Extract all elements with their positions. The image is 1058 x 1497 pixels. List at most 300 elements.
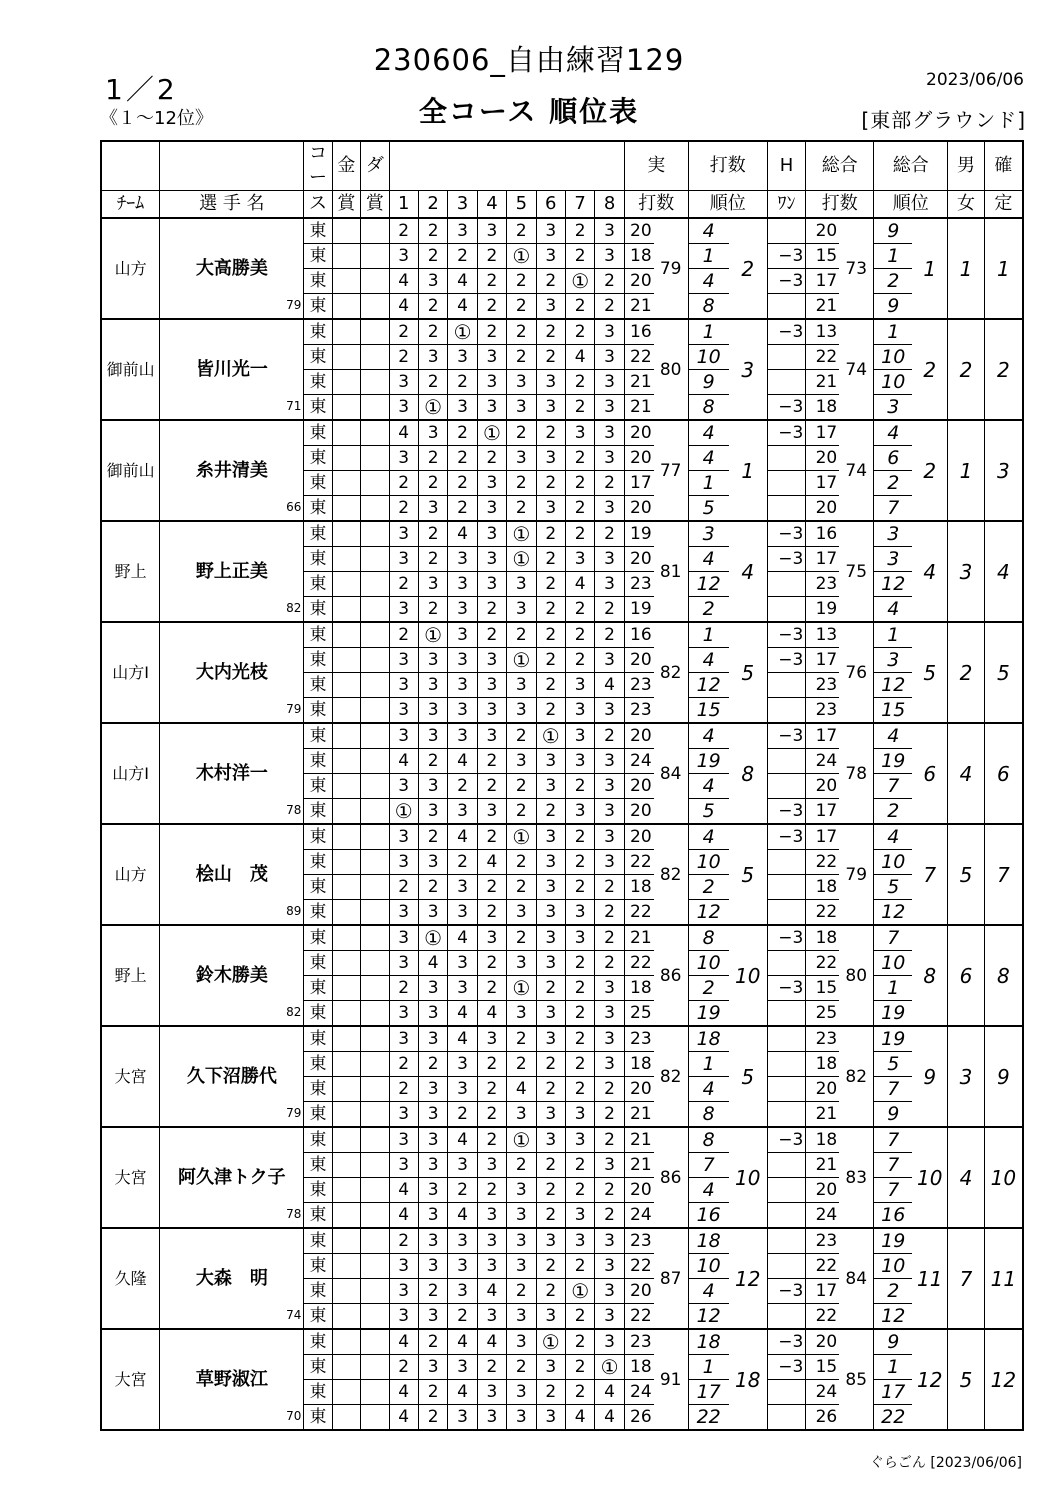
round-rank: 10 [688, 345, 729, 370]
kinsho-cell [332, 622, 360, 648]
kinsho-cell [332, 799, 360, 825]
player-name-text: 阿久津トク子 [178, 1166, 286, 1188]
real-strokes: 84 [654, 723, 688, 824]
round-total-rank: 10 [874, 951, 913, 976]
hole-score: 3 [389, 774, 418, 799]
kinsho-cell [332, 1077, 360, 1102]
venue: [東部グラウンド] [861, 108, 1026, 132]
hole-score: ① [507, 648, 536, 673]
real-strokes: 91 [654, 1329, 688, 1430]
team-name: 大宮 [101, 1026, 160, 1127]
course-cell: 東 [304, 1026, 332, 1052]
round-rank: 18 [688, 1329, 729, 1355]
stroke-rank: 8 [729, 723, 768, 824]
hole-score: 3 [477, 1228, 506, 1254]
hole-score: 2 [389, 345, 418, 370]
dasho-cell [361, 749, 389, 774]
hole-score: 4 [448, 824, 477, 850]
player-name-text: 野上正美 [195, 560, 268, 582]
round-rank: 19 [688, 749, 729, 774]
hole-score: 3 [389, 698, 418, 724]
dasho-cell [361, 1001, 389, 1027]
hole-score: 2 [418, 370, 447, 395]
round-rank: 4 [688, 1077, 729, 1102]
dasho-cell [361, 345, 389, 370]
final-rank: 12 [984, 1329, 1023, 1430]
round-total-rank: 12 [874, 572, 913, 597]
hole-in-one-bonus: −3 [767, 521, 806, 547]
hole-score: 3 [448, 723, 477, 749]
hole-score: 2 [448, 774, 477, 799]
course-cell: 東 [304, 1304, 332, 1330]
kinsho-cell [332, 446, 360, 471]
hole-in-one-bonus: −3 [767, 648, 806, 673]
col-hwan: ﾜﾝ [767, 191, 806, 219]
round-total-rank: 17 [874, 1380, 913, 1405]
hole-score: 4 [448, 749, 477, 774]
round-strokes: 21 [624, 294, 653, 320]
hole-score: 3 [477, 1405, 506, 1431]
round-strokes: 21 [624, 395, 653, 421]
round-strokes: 22 [624, 1304, 653, 1330]
hole-score: 2 [448, 471, 477, 496]
real-strokes: 80 [654, 319, 688, 420]
round-strokes: 23 [624, 1329, 653, 1355]
round-rank: 4 [688, 648, 729, 673]
round-total: 20 [806, 446, 839, 471]
hole-score: 3 [477, 547, 506, 572]
hole-score: 2 [448, 370, 477, 395]
table-row [101, 1228, 1023, 1254]
round-strokes: 21 [624, 370, 653, 395]
dasho-cell [361, 1228, 389, 1254]
hole-score: 4 [477, 1329, 506, 1355]
col-course-top: コー [304, 141, 332, 191]
round-strokes: 21 [624, 1102, 653, 1128]
hole-score: 2 [536, 345, 565, 370]
dasho-cell [361, 572, 389, 597]
hole-in-one-bonus [767, 1254, 806, 1279]
hole-score: 3 [418, 1077, 447, 1102]
hole-score: 2 [595, 521, 624, 547]
hole-in-one-bonus [767, 698, 806, 724]
round-strokes: 20 [624, 1077, 653, 1102]
hole-score: 2 [565, 824, 594, 850]
hole-score: 4 [389, 1405, 418, 1431]
kinsho-cell [332, 1279, 360, 1304]
round-rank: 5 [688, 799, 729, 825]
hole-score: 3 [507, 1178, 536, 1203]
kinsho-cell [332, 698, 360, 724]
hole-score: 3 [477, 370, 506, 395]
col-hole: 4 [477, 191, 506, 219]
round-total-rank: 19 [874, 749, 913, 774]
stroke-rank: 10 [729, 925, 768, 1026]
hole-score: 2 [565, 1178, 594, 1203]
hole-score: 2 [389, 1228, 418, 1254]
kinsho-cell [332, 749, 360, 774]
round-strokes: 20 [624, 446, 653, 471]
total-strokes: 74 [839, 319, 873, 420]
hole-score: ① [389, 799, 418, 825]
hole-score: 2 [448, 496, 477, 522]
hole-score: 2 [448, 1102, 477, 1128]
round-total-rank: 7 [874, 1127, 913, 1153]
hole-score: 2 [507, 345, 536, 370]
final-rank: 10 [984, 1127, 1023, 1228]
hole-in-one-bonus: −3 [767, 925, 806, 951]
round-rank: 12 [688, 1304, 729, 1330]
dasho-cell [361, 824, 389, 850]
hole-in-one-bonus [767, 471, 806, 496]
hole-score: 3 [477, 799, 506, 825]
hole-score: 3 [477, 723, 506, 749]
dasho-cell [361, 648, 389, 673]
round-total: 13 [806, 622, 839, 648]
player-name [160, 420, 304, 521]
round-rank: 4 [688, 824, 729, 850]
round-strokes: 20 [624, 799, 653, 825]
hole-score: 3 [448, 1405, 477, 1431]
round-total-rank: 1 [874, 244, 913, 269]
hole-score: 3 [565, 673, 594, 698]
round-total-rank: 3 [874, 395, 913, 421]
team-name: 山方Ⅰ [101, 723, 160, 824]
hole-score: 4 [448, 269, 477, 294]
course-cell: 東 [304, 597, 332, 623]
player-name [160, 319, 304, 420]
round-total-rank: 7 [874, 774, 913, 799]
round-total: 17 [806, 723, 839, 749]
round-total-rank: 12 [874, 900, 913, 926]
course-cell: 東 [304, 521, 332, 547]
round-strokes: 18 [624, 976, 653, 1001]
player-age: 79 [286, 702, 302, 716]
round-strokes: 23 [624, 572, 653, 597]
hole-score: 2 [595, 471, 624, 496]
course-cell: 東 [304, 420, 332, 446]
hole-score: 3 [536, 244, 565, 269]
course-cell: 東 [304, 471, 332, 496]
real-strokes: 82 [654, 824, 688, 925]
page-subtitle: 全コース 順位表 [418, 95, 640, 128]
hole-score: 4 [595, 1405, 624, 1431]
hole-score: 3 [595, 496, 624, 522]
course-cell: 東 [304, 446, 332, 471]
hole-score: 2 [507, 471, 536, 496]
round-total-rank: 7 [874, 496, 913, 522]
hole-score: 3 [477, 1153, 506, 1178]
round-rank: 5 [688, 496, 729, 522]
hole-score: 2 [595, 269, 624, 294]
kinsho-cell [332, 976, 360, 1001]
player-age: 82 [286, 1005, 302, 1019]
total-strokes: 83 [839, 1127, 873, 1228]
hole-score: 3 [536, 370, 565, 395]
hole-score: 3 [507, 1254, 536, 1279]
real-strokes: 86 [654, 1127, 688, 1228]
round-rank: 1 [688, 1355, 729, 1380]
dasho-cell [361, 951, 389, 976]
stroke-rank: 2 [729, 218, 768, 319]
hole-score: 2 [477, 1077, 506, 1102]
hole-in-one-bonus [767, 673, 806, 698]
player-age: 74 [286, 1308, 302, 1322]
hole-score: 3 [389, 1001, 418, 1027]
dasho-cell [361, 1203, 389, 1229]
hole-score: 3 [418, 1153, 447, 1178]
round-strokes: 18 [624, 244, 653, 269]
kinsho-cell [332, 496, 360, 522]
report-date: 2023/06/06 [926, 70, 1024, 90]
dasho-cell [361, 269, 389, 294]
player-age: 66 [286, 500, 302, 514]
hole-score: 3 [389, 1026, 418, 1052]
hole-score: 2 [389, 496, 418, 522]
hole-score: 3 [565, 1127, 594, 1153]
hole-in-one-bonus [767, 1026, 806, 1052]
player-name-text: 大高勝美 [195, 257, 268, 279]
round-total: 17 [806, 269, 839, 294]
hole-score: 3 [536, 446, 565, 471]
round-strokes: 21 [624, 1153, 653, 1178]
hole-score: 3 [418, 1127, 447, 1153]
hole-score: 2 [448, 1304, 477, 1330]
hole-score: 3 [418, 850, 447, 875]
hole-score: 2 [389, 976, 418, 1001]
hole-in-one-bonus [767, 749, 806, 774]
round-strokes: 24 [624, 1203, 653, 1229]
kinsho-cell [332, 774, 360, 799]
hole-score: 3 [595, 1254, 624, 1279]
dasho-cell [361, 319, 389, 345]
hole-score: 2 [448, 1178, 477, 1203]
hole-score: 3 [507, 749, 536, 774]
hole-score: 2 [477, 294, 506, 320]
round-rank: 4 [688, 446, 729, 471]
hole-score: 2 [507, 1052, 536, 1077]
player-name [160, 1228, 304, 1329]
hole-in-one-bonus: −3 [767, 244, 806, 269]
hole-score: 3 [595, 395, 624, 421]
round-rank: 16 [688, 1203, 729, 1229]
player-age: 70 [286, 1409, 302, 1423]
hole-score: 3 [389, 673, 418, 698]
dasho-cell [361, 799, 389, 825]
kinsho-cell [332, 951, 360, 976]
hole-score: 2 [418, 319, 447, 345]
kinsho-cell [332, 1052, 360, 1077]
hole-score: 3 [565, 698, 594, 724]
total-rank: 10 [912, 1127, 948, 1228]
round-total-rank: 2 [874, 1279, 913, 1304]
hole-score: 2 [418, 218, 447, 244]
total-rank: 2 [912, 319, 948, 420]
hole-score: 3 [595, 698, 624, 724]
course-cell: 東 [304, 850, 332, 875]
hole-in-one-bonus: −3 [767, 420, 806, 446]
col-hole: 2 [418, 191, 447, 219]
col-strokerank-top: 打数 [688, 141, 767, 191]
round-total: 20 [806, 1077, 839, 1102]
hole-score: 4 [389, 420, 418, 446]
hole-score: 2 [448, 850, 477, 875]
kinsho-cell [332, 1254, 360, 1279]
hole-score: 3 [565, 1102, 594, 1128]
round-strokes: 20 [624, 824, 653, 850]
hole-score: 3 [389, 370, 418, 395]
hole-score: 2 [389, 1052, 418, 1077]
kinsho-cell [332, 673, 360, 698]
dasho-cell [361, 218, 389, 244]
hole-score: 3 [507, 1380, 536, 1405]
hole-score: 3 [595, 319, 624, 345]
hole-score: 2 [565, 244, 594, 269]
dasho-cell [361, 976, 389, 1001]
final-rank: 1 [984, 218, 1023, 319]
hole-score: 2 [536, 1380, 565, 1405]
hole-score: 3 [565, 749, 594, 774]
hole-score: 2 [477, 1052, 506, 1077]
col-gender: 女 [948, 191, 985, 219]
hole-score: 3 [595, 1153, 624, 1178]
dasho-cell [361, 1254, 389, 1279]
round-total-rank: 3 [874, 648, 913, 673]
hole-score: 2 [565, 875, 594, 900]
dasho-cell [361, 1329, 389, 1355]
round-total: 16 [806, 521, 839, 547]
hole-score: 2 [565, 1304, 594, 1330]
hole-score: 4 [389, 294, 418, 320]
hole-score: 3 [507, 1405, 536, 1431]
gender-rank: 4 [948, 1127, 985, 1228]
course-cell: 東 [304, 774, 332, 799]
player-name [160, 1026, 304, 1127]
hole-score: 3 [507, 1329, 536, 1355]
total-rank: 12 [912, 1329, 948, 1430]
col-hole: 7 [565, 191, 594, 219]
hole-score: 3 [477, 648, 506, 673]
round-total: 18 [806, 925, 839, 951]
player-name-text: 草野淑江 [195, 1368, 268, 1390]
hole-score: 2 [507, 799, 536, 825]
hole-score: 2 [595, 723, 624, 749]
hole-score: 3 [595, 345, 624, 370]
kinsho-cell [332, 218, 360, 244]
hole-score: 3 [448, 900, 477, 926]
round-total-rank: 9 [874, 218, 913, 244]
hole-score: 3 [448, 345, 477, 370]
hole-score: 2 [536, 1077, 565, 1102]
dasho-cell [361, 1026, 389, 1052]
kinsho-cell [332, 850, 360, 875]
dasho-cell [361, 420, 389, 446]
col-holes-top [389, 141, 624, 191]
course-cell: 東 [304, 1178, 332, 1203]
round-strokes: 25 [624, 1001, 653, 1027]
hole-score: 2 [536, 1279, 565, 1304]
dasho-cell [361, 1178, 389, 1203]
player-name-text: 大森 明 [195, 1267, 268, 1289]
hole-score: 3 [418, 1203, 447, 1229]
real-strokes: 82 [654, 1026, 688, 1127]
hole-in-one-bonus: −3 [767, 824, 806, 850]
round-total: 23 [806, 1026, 839, 1052]
dasho-cell [361, 900, 389, 926]
real-strokes: 79 [654, 218, 688, 319]
hole-score: 2 [536, 420, 565, 446]
col-player-top [160, 141, 304, 191]
hole-score: 3 [595, 774, 624, 799]
real-strokes: 82 [654, 622, 688, 723]
round-total-rank: 1 [874, 622, 913, 648]
round-strokes: 21 [624, 925, 653, 951]
hole-score: 2 [507, 723, 536, 749]
hole-score: 3 [477, 345, 506, 370]
hole-score: ① [477, 420, 506, 446]
hole-score: 4 [389, 1178, 418, 1203]
hole-score: 4 [477, 1279, 506, 1304]
kinsho-cell [332, 900, 360, 926]
hole-score: 3 [536, 1127, 565, 1153]
hole-score: 3 [595, 749, 624, 774]
hole-score: 3 [418, 420, 447, 446]
player-name [160, 723, 304, 824]
dasho-cell [361, 370, 389, 395]
round-rank: 1 [688, 1052, 729, 1077]
round-total-rank: 7 [874, 1077, 913, 1102]
round-rank: 4 [688, 723, 729, 749]
hole-score: 4 [448, 925, 477, 951]
hole-score: 3 [507, 370, 536, 395]
round-rank: 2 [688, 875, 729, 900]
course-cell: 東 [304, 673, 332, 698]
total-strokes: 78 [839, 723, 873, 824]
round-strokes: 18 [624, 1355, 653, 1380]
round-rank: 8 [688, 294, 729, 320]
hole-score: 2 [595, 925, 624, 951]
course-cell: 東 [304, 1355, 332, 1380]
hole-score: 2 [389, 622, 418, 648]
real-strokes: 77 [654, 420, 688, 521]
hole-in-one-bonus [767, 774, 806, 799]
hole-score: 3 [595, 1228, 624, 1254]
hole-score: 2 [565, 395, 594, 421]
player-age: 78 [286, 1207, 302, 1221]
hole-score: 2 [477, 900, 506, 926]
player-name [160, 1329, 304, 1430]
hole-score: 2 [595, 875, 624, 900]
col-hole: 8 [595, 191, 624, 219]
hole-in-one-bonus [767, 875, 806, 900]
dasho-cell [361, 1355, 389, 1380]
hole-score: 3 [536, 218, 565, 244]
round-strokes: 22 [624, 850, 653, 875]
round-total: 15 [806, 976, 839, 1001]
hole-score: 3 [507, 698, 536, 724]
hole-score: 3 [448, 648, 477, 673]
hole-score: 2 [536, 648, 565, 673]
hole-score: 4 [389, 1380, 418, 1405]
hole-score: 2 [565, 1026, 594, 1052]
team-name: 大宮 [101, 1329, 160, 1430]
round-total: 17 [806, 1279, 839, 1304]
total-rank: 4 [912, 521, 948, 622]
hole-score: 2 [536, 698, 565, 724]
round-total: 18 [806, 1127, 839, 1153]
hole-score: 3 [536, 1355, 565, 1380]
hole-score: 3 [507, 951, 536, 976]
